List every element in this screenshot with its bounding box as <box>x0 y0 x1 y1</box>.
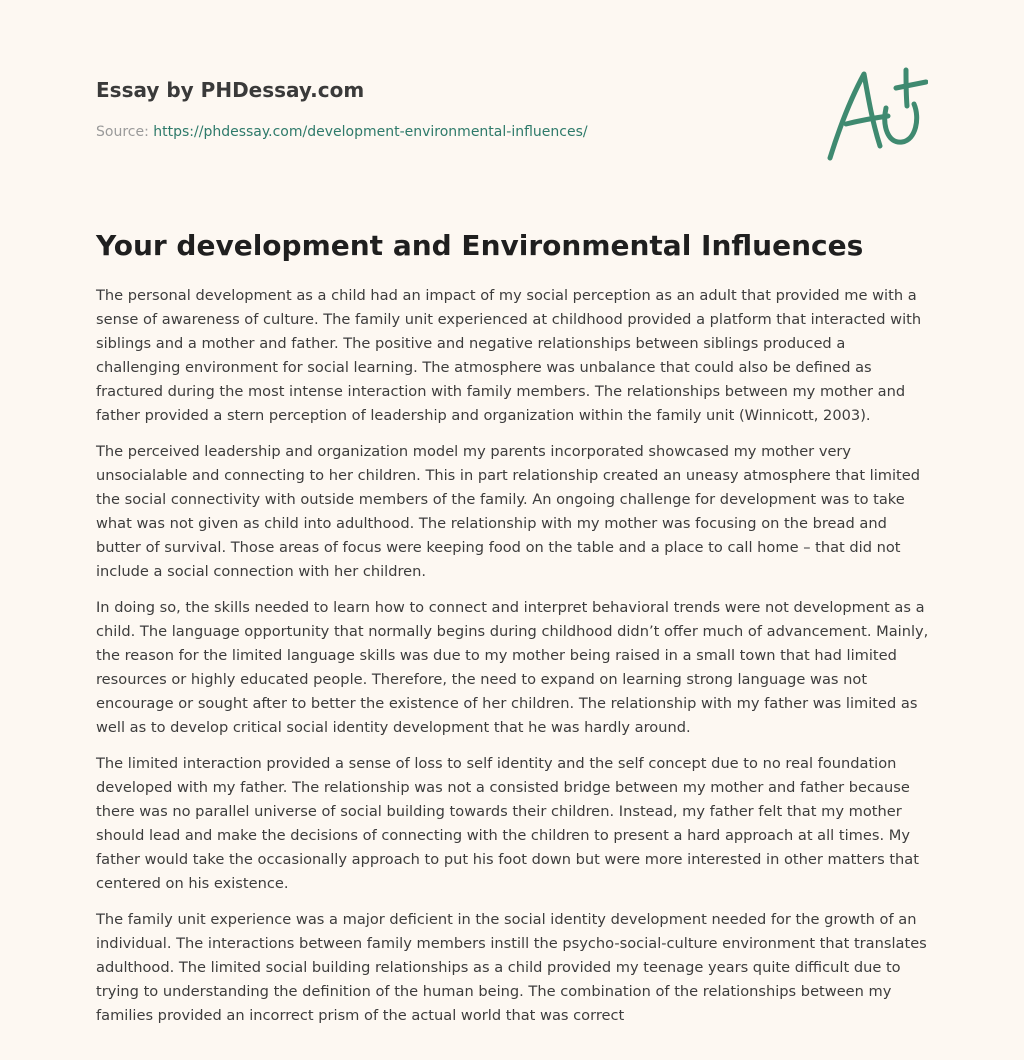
paragraph: In doing so, the skills needed to learn how to connect and interpret behavioral trends were not development as a child. The language opportunity that normally begins during childhood didn’t offer much of advancement. Mainly, the reason for the limited language skills was due to my mother being raised in a small town that had limited resources or highly educated people. Therefore, the need to expand on learning strong language was not encourage or sought after to better the existence of her children. The relationship with my father was limited as well as to develop critical social identity development that he was hardly around. <box>96 599 929 736</box>
paragraph: The personal development as a child had an impact of my social perception as an adult that provided me with a sense of awareness of culture. The family unit experienced at childhood provided a platform that interacted with siblings and a mother and father. The positive and negative relationships between siblings produced a challenging environment for social learning. The atmosphere was unbalance that could also be defined as fractured during the most intense interaction with family members. The relationships between my mother and father provided a stern perception of leadership and organization within the family unit (Winnicott, 2003). <box>96 287 922 424</box>
paragraph: The limited interaction provided a sense of loss to self identity and the self concept due to no real foundation developed with my father. The relationship was not a consisted bridge between my mother and father because there was no parallel universe of social building towards their children. Instead, my father felt that my mother should lead and make the decisions of connecting with the children to present a hard approach at all times. My father would take the occasionally approach to put his foot down but were more interested in other matters that centered on his existence. <box>96 755 919 892</box>
paragraph: The perceived leadership and organization model my parents incorporated showcased my mother very unsocialable and connecting to her children. This in part relationship created an uneasy atmosphere that limited the social connectivity with outside members of the family. An ongoing challenge for development was to take what was not given as child into adulthood. The relationship with my mother was focusing on the bread and butter of survival. Those areas of focus were keeping food on the table and a place to call home – that did not include a social connection with her children. <box>96 443 921 580</box>
paragraph: The family unit experience was a major deficient in the social identity development needed for the growth of an individual. The interactions between family members instill the psycho-social-culture environment that translates adulthood. The limited social building relationships as a child provided my teenage years quite difficult due to trying to understanding the definition of the human being. The combination of the relationships between my families provided an incorrect prism of the actual world that was correct <box>96 911 927 1024</box>
brand-title: Essay by PHDessay.com <box>96 78 365 102</box>
source-line <box>96 122 656 142</box>
page-header <box>96 78 656 142</box>
essay-title: Your development and Environmental Influences <box>96 229 864 262</box>
source-label: Source: <box>96 124 154 140</box>
a-plus-logo-icon <box>822 66 928 164</box>
source-link[interactable]: https://phdessay.com/development-environmental-influences/ <box>153 124 588 140</box>
essay-body <box>96 284 932 1040</box>
